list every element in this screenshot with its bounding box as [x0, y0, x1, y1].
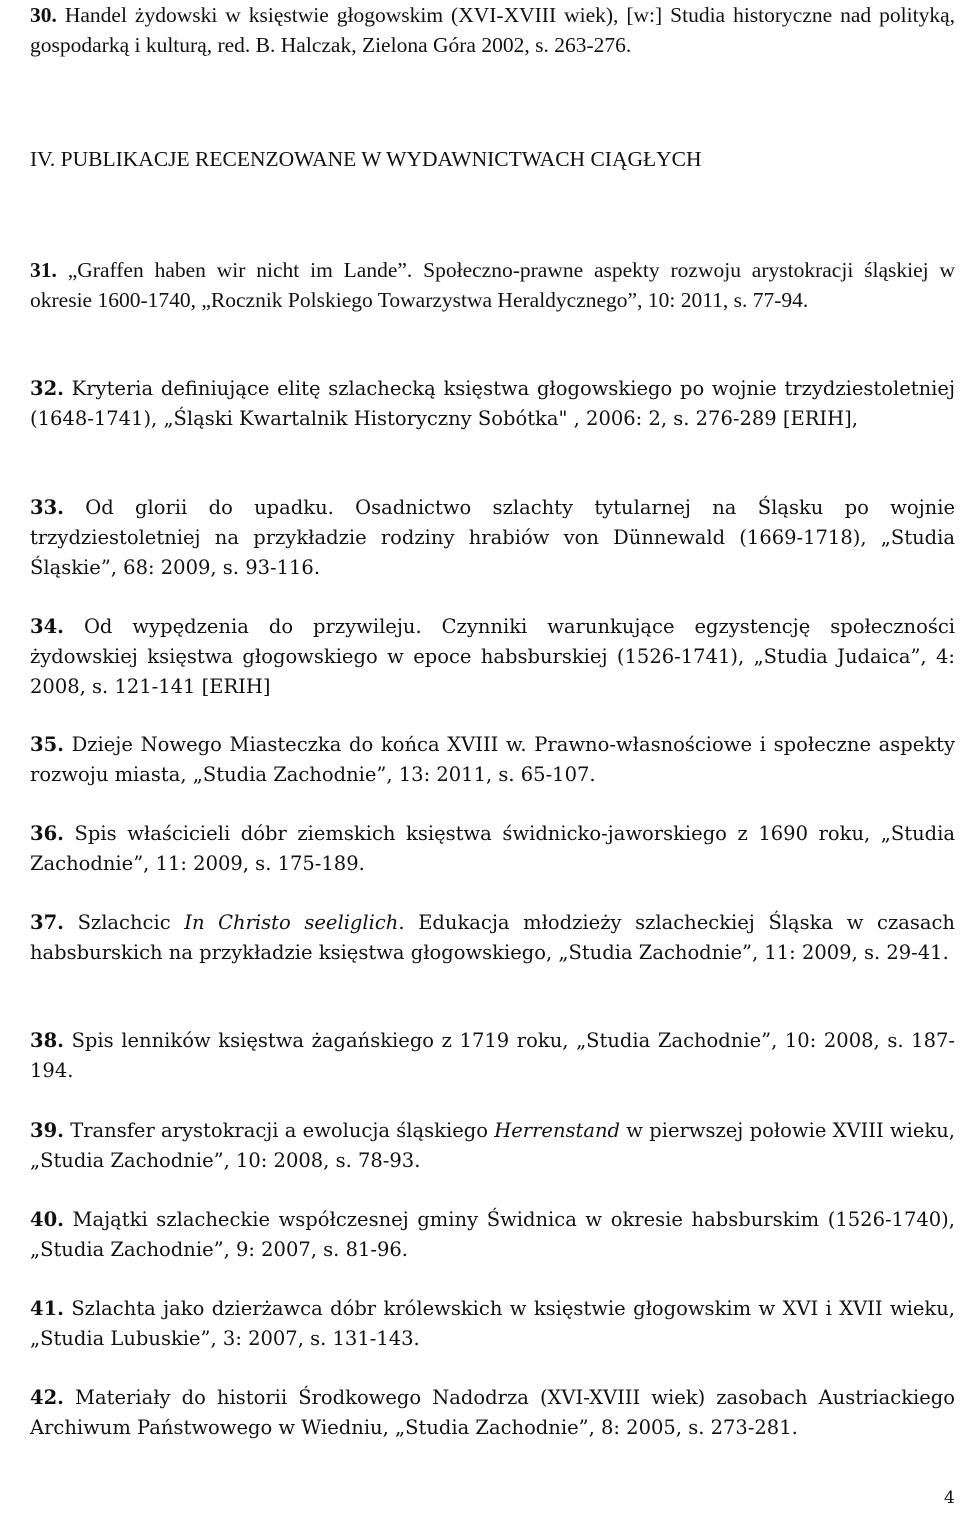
entry-text-italic: In Christo seeliglich — [184, 911, 399, 934]
entry-number: 39. — [30, 1119, 64, 1142]
entry-39 — [30, 1116, 955, 1176]
entry-number: 34. — [30, 615, 64, 638]
entry-text: „Graffen haben wir nicht im Lande”. Społeczno-prawne aspekty rozwoju arystokracji śląskiej w okresie 1600-1740, „Rocznik Polskiego Towarzystwa Heraldycznego”, 10: 2011, s. 77-94. — [30, 258, 956, 312]
entry-text: Kryteria definiujące elitę szlachecką księstwa głogowskiego po wojnie trzydziestoletniej (1648-1741), „Śląski Kwartalnik Historyczny Sobótka" , 2006: 2, s. 276-289 [ERIH], — [30, 377, 956, 430]
entry-text-italic: Herrenstand — [494, 1119, 621, 1142]
entry-text-post: . Edukacja młodzieży szlacheckiej Śląska w czasach habsburskich na przykładzie księstwa głogowskiego, „Studia Zachodnie”, 11: 2009, s. 29-41. — [30, 911, 955, 964]
entry-33 — [30, 493, 955, 583]
entry-number: 37. — [30, 911, 64, 934]
entry-number: 35. — [30, 733, 64, 756]
entry-text-pre: Szlachcic — [77, 911, 185, 934]
entry-number: 38. — [30, 1029, 64, 1052]
entry-text: Dzieje Nowego Miasteczka do końca XVIII w. Prawno-własnościowe i społeczne aspekty rozwoju miasta, „Studia Zachodnie”, 13: 2011, s. 65-107. — [30, 733, 955, 786]
entry-number: 36. — [30, 822, 64, 845]
entry-42 — [30, 1383, 955, 1443]
section-heading: IV. PUBLIKACJE RECENZOWANE W WYDAWNICTWACH CIĄGŁYCH — [30, 147, 702, 171]
entry-38 — [30, 1026, 955, 1086]
entry-text: Spis właścicieli dóbr ziemskich księstwa świdnicko-jaworskiego z 1690 roku, „Studia Zachodnie”, 11: 2009, s. 175-189. — [30, 822, 955, 875]
entry-text: Od glorii do upadku. Osadnictwo szlachty tytularnej na Śląsku po wojnie trzydziestoletniej na przykładzie rodziny hrabiów von Dünnewald (1669-1718), „Studia Śląskie”, 68: 2009, s. 93-116. — [30, 496, 955, 579]
entry-text: Spis lenników księstwa żagańskiego z 1719 roku, „Studia Zachodnie”, 10: 2008, s. 187- 194. — [30, 1029, 955, 1082]
entry-number: 41. — [30, 1297, 64, 1320]
entry-35 — [30, 730, 955, 790]
entry-text: Od wypędzenia do przywileju. Czynniki warunkujące egzystencję społeczności żydowskiej księstwa głogowskiego w epoce habsburskiej (1526-1741), „Studia Judaica”, 4: 2008, s. 121-141 [ERIH] — [30, 615, 955, 698]
entry-number: 31. — [30, 258, 57, 282]
entry-32 — [30, 374, 955, 434]
entry-36 — [30, 819, 955, 879]
entry-text-pre: Transfer arystokracji a ewolucja śląskiego — [70, 1119, 495, 1142]
entry-text: Majątki szlacheckie współczesnej gminy Świdnica w okresie habsburskim (1526-1740), „Studia Zachodnie”, 9: 2007, s. 81-96. — [30, 1208, 955, 1261]
entry-text: Handel żydowski w księstwie głogowskim (XVI-XVIII wiek), [w:] Studia historyczne nad polityką, gospodarką i kulturą, red. B. Halczak, Zielona Góra 2002, s. 263-276. — [30, 3, 955, 57]
entry-41 — [30, 1294, 955, 1354]
entry-30 — [30, 0, 955, 60]
entry-40 — [30, 1205, 955, 1265]
entry-number: 42. — [30, 1386, 64, 1409]
entry-number: 33. — [30, 496, 64, 519]
entry-text-post: w pierwszej połowie XVIII wieku, „Studia Zachodnie”, 10: 2008, s. 78-93. — [30, 1119, 955, 1172]
entry-34 — [30, 612, 955, 702]
entry-37 — [30, 908, 955, 968]
entry-text: Szlachta jako dzierżawca dóbr królewskich w księstwie głogowskim w XVI i XVII wieku, „Studia Lubuskie”, 3: 2007, s. 131-143. — [30, 1297, 955, 1350]
entry-number: 40. — [30, 1208, 64, 1231]
entry-text: Materiały do historii Środkowego Nadodrza (XVI-XVIII wiek) zasobach Austriackiego Archiwum Państwowego w Wiedniu, „Studia Zachodnie”, 8: 2005, s. 273-281. — [30, 1386, 956, 1439]
entry-31 — [30, 255, 955, 315]
page-number: 4 — [944, 1488, 955, 1508]
entry-number: 32. — [30, 377, 64, 400]
entry-number: 30. — [30, 3, 57, 27]
